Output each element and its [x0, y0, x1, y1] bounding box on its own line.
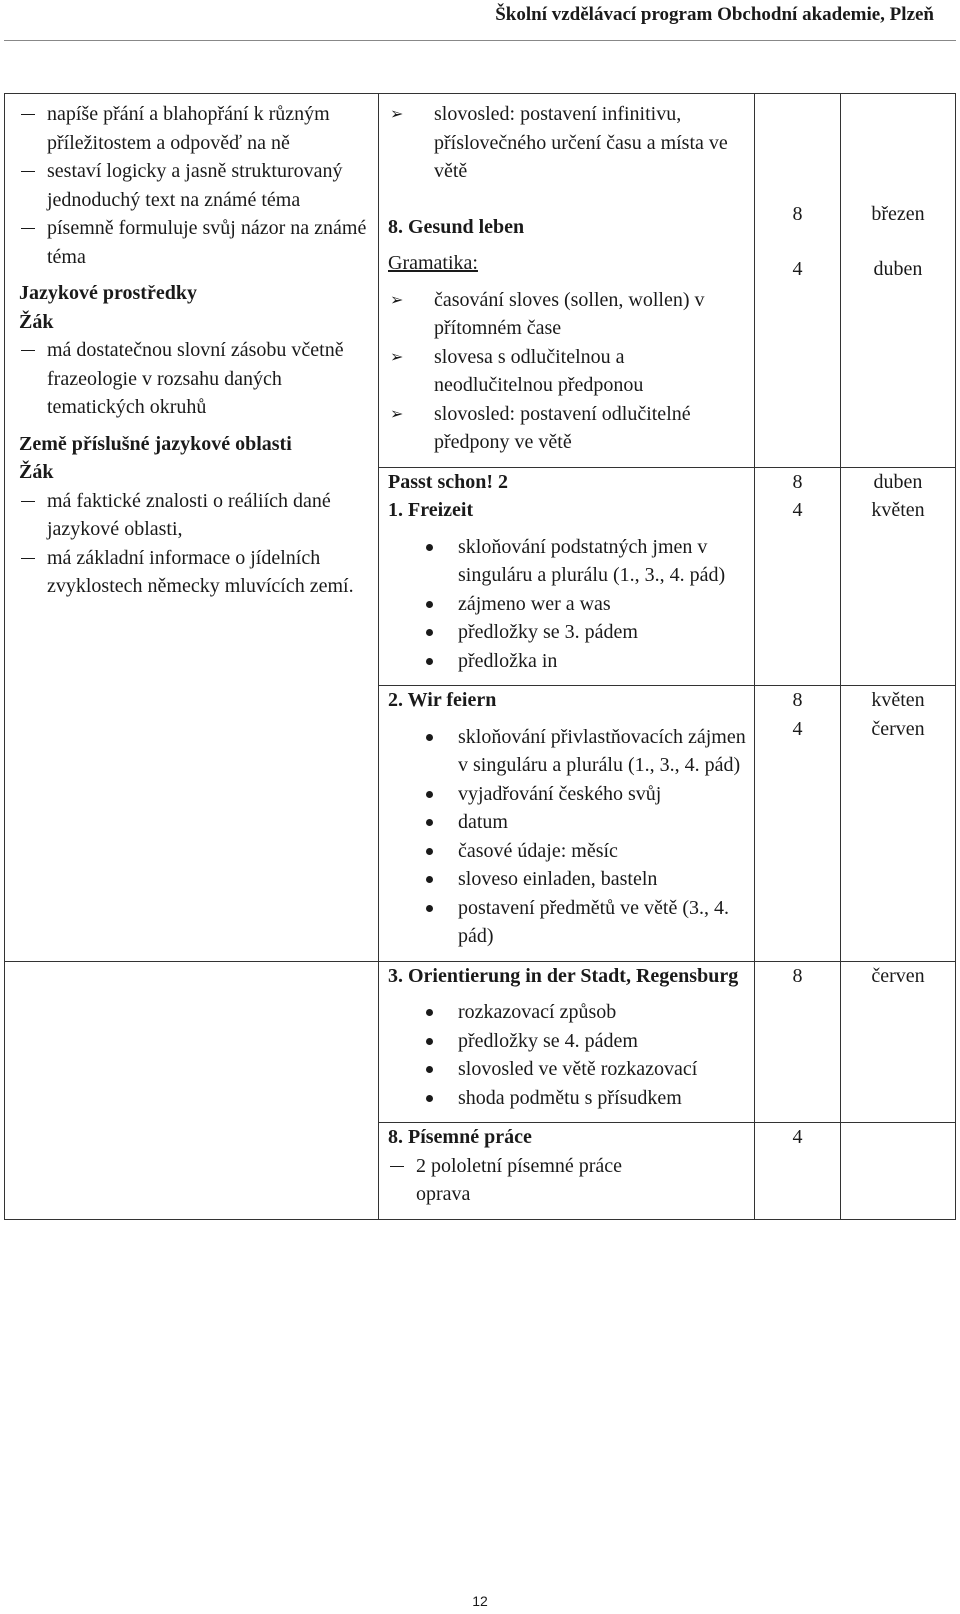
list-item: ➢ slovosled: postavení odlučitelné předpony ve větě — [388, 400, 748, 457]
list-item: časové údaje: měsíc — [388, 837, 748, 866]
list-item: sloveso einladen, basteln — [388, 865, 748, 894]
list-item: má dostatečnou slovní zásobu včetně frazeologie v rozsahu daných tematických okruhů — [19, 336, 372, 422]
section2-list — [19, 487, 372, 601]
month-value: květen — [871, 499, 925, 521]
hours-cell — [755, 94, 841, 468]
topic-title: 1. Freizeit — [388, 499, 474, 521]
topic-title: 3. Orientierung in der Stadt, Regensburg — [388, 964, 739, 987]
curriculum-table — [4, 93, 956, 1220]
list-item: postavení předmětů ve větě (3., 4. pád) — [388, 894, 748, 951]
hours-cell — [755, 686, 841, 962]
hours-value: 8 — [792, 689, 803, 711]
bullet-list — [388, 998, 748, 1112]
section-heading: Země příslušné jazykové oblasti — [19, 432, 292, 455]
months-cell — [841, 1123, 956, 1220]
grammar-label: Gramatika: — [388, 252, 478, 274]
month-value: duben — [873, 257, 923, 280]
section-subheading: Žák — [19, 310, 54, 333]
content-cell — [379, 686, 755, 962]
list-item: předložky se 3. pádem — [388, 618, 748, 647]
list-item: shoda podmětu s přísudkem — [388, 1084, 748, 1113]
months-cell — [841, 94, 956, 468]
section-heading: Jazykové prostředky — [19, 282, 197, 304]
bullet-list — [388, 723, 748, 951]
list-item: předložky se 4. pádem — [388, 1027, 748, 1056]
months-cell — [841, 467, 956, 686]
hours-value: 4 — [792, 499, 803, 521]
hours-cell — [755, 467, 841, 686]
list-item: skloňování podstatných jmen v singuláru a plurálu (1., 3., 4. pád) — [388, 533, 748, 590]
content-cell — [379, 467, 755, 686]
month-value: květen — [871, 689, 925, 711]
hours-value: 4 — [792, 717, 803, 740]
hours-value: 4 — [792, 257, 803, 280]
empty-cell — [5, 961, 379, 1219]
page-number: 12 — [472, 1593, 488, 1609]
list-item: ➢ časování sloves (sollen, wollen) v přítomném čase — [388, 286, 748, 343]
topic-title: 8. Gesund leben — [388, 215, 525, 238]
list-item: předložka in — [388, 647, 748, 676]
month-value: červen — [871, 964, 925, 987]
arrow-list — [388, 100, 748, 186]
hours-value: 8 — [792, 470, 803, 493]
document-header: Školní vzdělávací program Obchodní akademie, Plzeň — [495, 4, 934, 25]
list-item: slovosled ve větě rozkazovací — [388, 1055, 748, 1084]
month-value: červen — [871, 717, 925, 740]
section1-list — [19, 336, 372, 422]
list-item: má základní informace o jídelních zvyklostech německy mluvících zemí. — [19, 544, 372, 601]
list-item: ➢ slovosled: postavení infinitivu, příslovečného určení času a místa ve větě — [388, 100, 748, 186]
list-item: skloňování přivlastňovacích zájmen v singuláru a plurálu (1., 3., 4. pád) — [388, 723, 748, 780]
arrow-list — [388, 286, 748, 457]
list-item: datum — [388, 808, 748, 837]
list-item: má faktické znalosti o reáliích dané jazykové oblasti, — [19, 487, 372, 544]
hours-cell — [755, 961, 841, 1123]
hours-value: 4 — [792, 1126, 803, 1148]
months-cell — [841, 961, 956, 1123]
list-item: ➢ slovesa s odlučitelnou a neodlučitelnou předponou — [388, 343, 748, 400]
content-cell — [379, 1123, 755, 1220]
section-subheading: Žák — [19, 461, 54, 483]
list-item: oprava — [416, 1183, 471, 1205]
topic-title: Passt schon! 2 — [388, 470, 509, 493]
hours-value: 8 — [792, 964, 803, 987]
list-item: písemně formuluje svůj názor na známé téma — [19, 214, 372, 271]
list-item: 2 pololetní písemné práce — [388, 1152, 748, 1181]
list-item: vyjadřování českého svůj — [388, 780, 748, 809]
topic-title: 2. Wir feiern — [388, 689, 497, 711]
hours-value: 8 — [792, 203, 803, 225]
hours-cell — [755, 1123, 841, 1220]
list-item: rozkazovací způsob — [388, 998, 748, 1027]
table-row — [5, 961, 956, 1123]
header-rule — [4, 40, 956, 41]
months-cell — [841, 686, 956, 962]
content-cell — [379, 961, 755, 1123]
topic-title: 8. Písemné práce — [388, 1126, 532, 1148]
list-item: zájmeno wer a was — [388, 590, 748, 619]
intro-outcomes-list — [19, 100, 372, 271]
outcomes-cell — [5, 94, 379, 962]
bullet-list — [388, 533, 748, 676]
list-item: sestaví logicky a jasně strukturovaný jednoduchý text na známé téma — [19, 157, 372, 214]
month-value: duben — [873, 470, 923, 493]
table-row — [5, 94, 956, 468]
content-cell — [379, 94, 755, 468]
list-item: napíše přání a blahopřání k různým příležitostem a odpověď na ně — [19, 100, 372, 157]
month-value: březen — [871, 203, 925, 225]
